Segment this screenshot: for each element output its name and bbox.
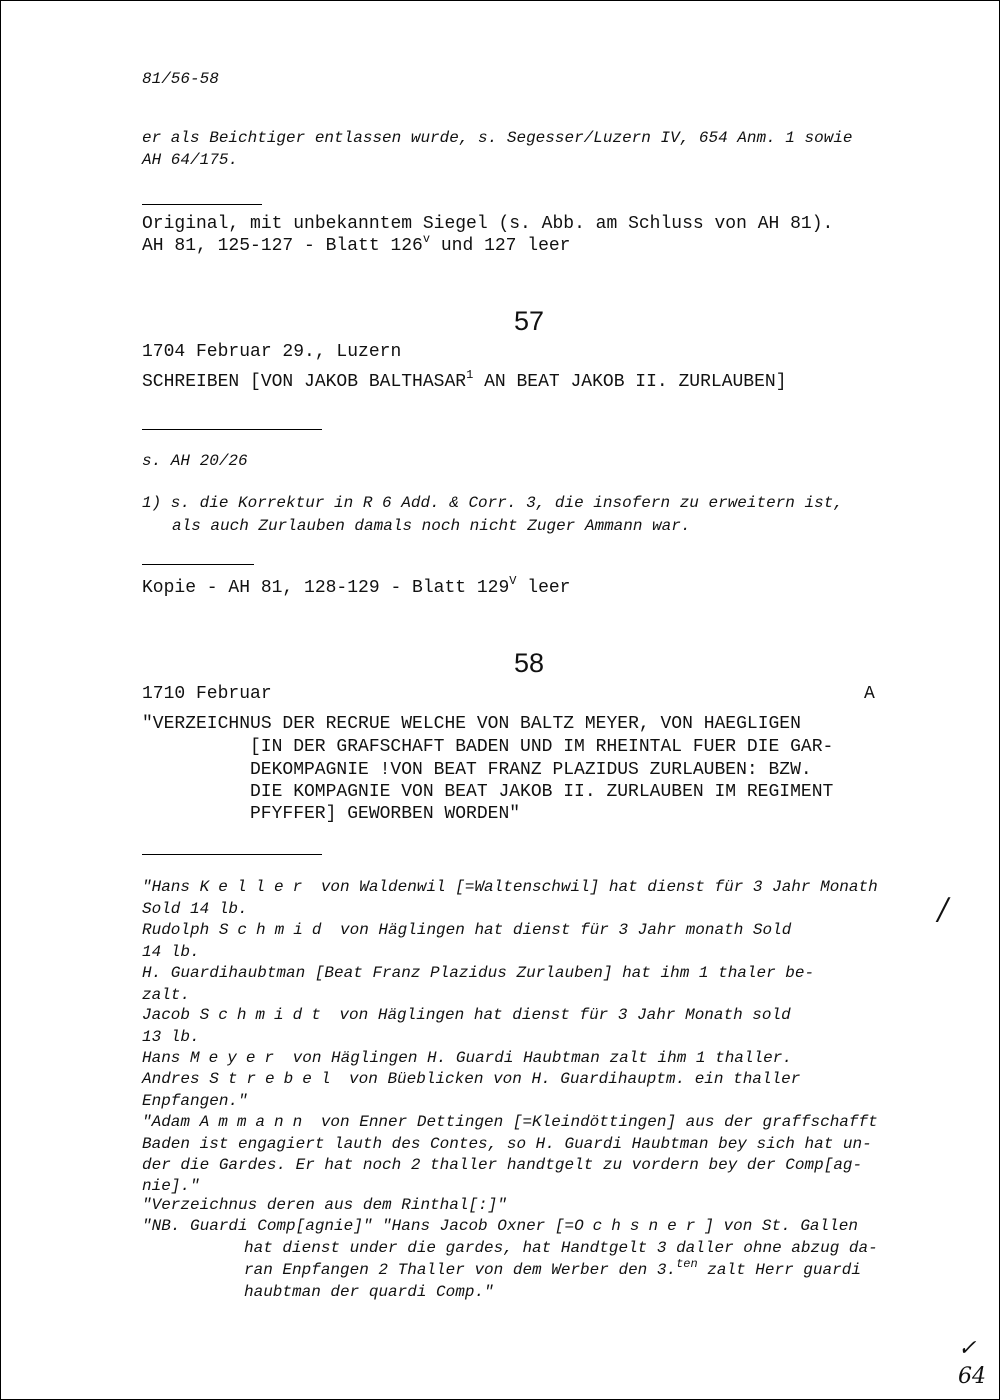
doc57-title: SCHREIBEN [VON JAKOB BALTHASAR$^1$ AN BEAT JAKOB II. ZURLAUBEN] <box>142 368 787 392</box>
doc58-title-line-4: DIE KOMPAGNIE VON BEAT JAKOB II. ZURLAUBEN IM REGIMENT <box>250 782 834 802</box>
text-line: H. Guardihaubtman [Beat Franz Plazidus Zurlauben] hat ihm 1 thaler be- <box>142 964 815 982</box>
doc56-source-line-1: Original, mit unbekanntem Siegel (s. Abb. am Schluss von AH 81). <box>142 214 834 234</box>
text-line: 14 lb. <box>142 943 200 961</box>
doc58-date: 1710 Februar <box>142 684 272 704</box>
doc57-source: Kopie - AH 81, 128-129 - Blatt $129^V$ leer <box>142 574 571 598</box>
text-line: "Verzeichnus deren aus dem Rinthal[:]" <box>142 1196 507 1214</box>
doc58-title-line-2: [IN DER GRAFSCHAFT BADEN UND IM RHEINTAL FUER DIE GAR- <box>250 737 834 757</box>
doc56-note-line-2: AH 64/175. <box>142 151 239 169</box>
text-line: 13 lb. <box>142 1028 200 1046</box>
doc57-reference: s. AH 20/26 <box>142 452 248 470</box>
text-line: der die Gardes. Er hat noch 2 thaller handtgelt zu vordern bey der Comp[ag- <box>142 1156 863 1174</box>
separator-rule <box>142 204 262 205</box>
text-line: haubtman der quardi Comp." <box>244 1283 494 1301</box>
document-number-58: 58 <box>514 648 545 678</box>
doc58-title-line-1: "VERZEICHNUS DER RECRUE WELCHE VON BALTZ MEYER, VON HAEGLIGEN <box>142 714 801 734</box>
handwritten-page-number: 64 <box>958 1364 986 1389</box>
text-line: Andres Strebel von Büeblicken von H. Guardihauptm. ein thaller <box>142 1070 801 1088</box>
header-reference: 81/56-58 <box>142 70 219 88</box>
text-line: Baden ist engagiert lauth des Contes, so H. Guardi Haubtman bey sich hat un- <box>142 1135 872 1153</box>
text-line: Hans Meyer von Häglingen H. Guardi Haubtman zalt ihm 1 thaller. <box>142 1049 792 1067</box>
text-line: hat dienst under die gardes, hat Handtgelt 3 daller ohne abzug da- <box>244 1239 878 1257</box>
text-line: Rudolph Schmid von Häglingen hat dienst für 3 Jahr monath Sold <box>142 921 792 939</box>
doc56-note-line-1: er als Beichtiger entlassen wurde, s. Segesser/Luzern IV, 654 Anm. 1 sowie <box>142 129 853 147</box>
margin-slash-mark: / <box>938 892 949 927</box>
text-line: Jacob Schmidt von Häglingen hat dienst für 3 Jahr Monath sold <box>142 1006 791 1024</box>
doc56-source-line-2: AH 81, 125-127 - Blatt 126$^v$ und 127 leer <box>142 232 571 256</box>
text-line: Enpfangen." <box>142 1092 248 1110</box>
doc57-date: 1704 Februar 29., Luzern <box>142 342 402 362</box>
text-line: nie]." <box>142 1177 200 1195</box>
doc58-title-line-5: PFYFFER] GEWORBEN WORDEN" <box>250 804 521 824</box>
doc57-footnote-line-2: als auch Zurlauben damals noch nicht Zuger Ammann war. <box>172 517 691 535</box>
separator-rule <box>142 429 322 430</box>
document-number-57: 57 <box>514 306 545 336</box>
text-line: zalt. <box>142 986 191 1004</box>
separator-rule <box>142 564 254 565</box>
doc58-title-line-3: DEKOMPAGNIE !VON BEAT FRANZ PLAZIDUS ZURLAUBEN: BZW. <box>250 760 812 780</box>
separator-rule <box>142 854 322 855</box>
text-line: ran Enpfangen 2 Thaller von dem Werber den 3.$^{ten}$ zalt Herr guardi <box>244 1257 861 1279</box>
text-line: Sold 14 lb. <box>142 900 248 918</box>
text-line: "NB. Guardi Comp[agnie]" "Hans Jacob Oxner [=Ochsner] von St. Gallen <box>142 1217 858 1235</box>
doc57-footnote-line-1: 1) s. die Korrektur in R 6 Add. & Corr. 3, die insofern zu erweitern ist, <box>142 494 843 512</box>
text-line: "Adam Ammann von Enner Dettingen [=Kleindöttingen] aus der graffschafft <box>142 1113 878 1131</box>
doc58-version-letter: A <box>864 684 875 704</box>
check-mark: ✓ <box>958 1336 977 1361</box>
text-line: "Hans Keller von Waldenwil [=Waltenschwil] hat dienst für 3 Jahr Monath <box>142 878 878 896</box>
